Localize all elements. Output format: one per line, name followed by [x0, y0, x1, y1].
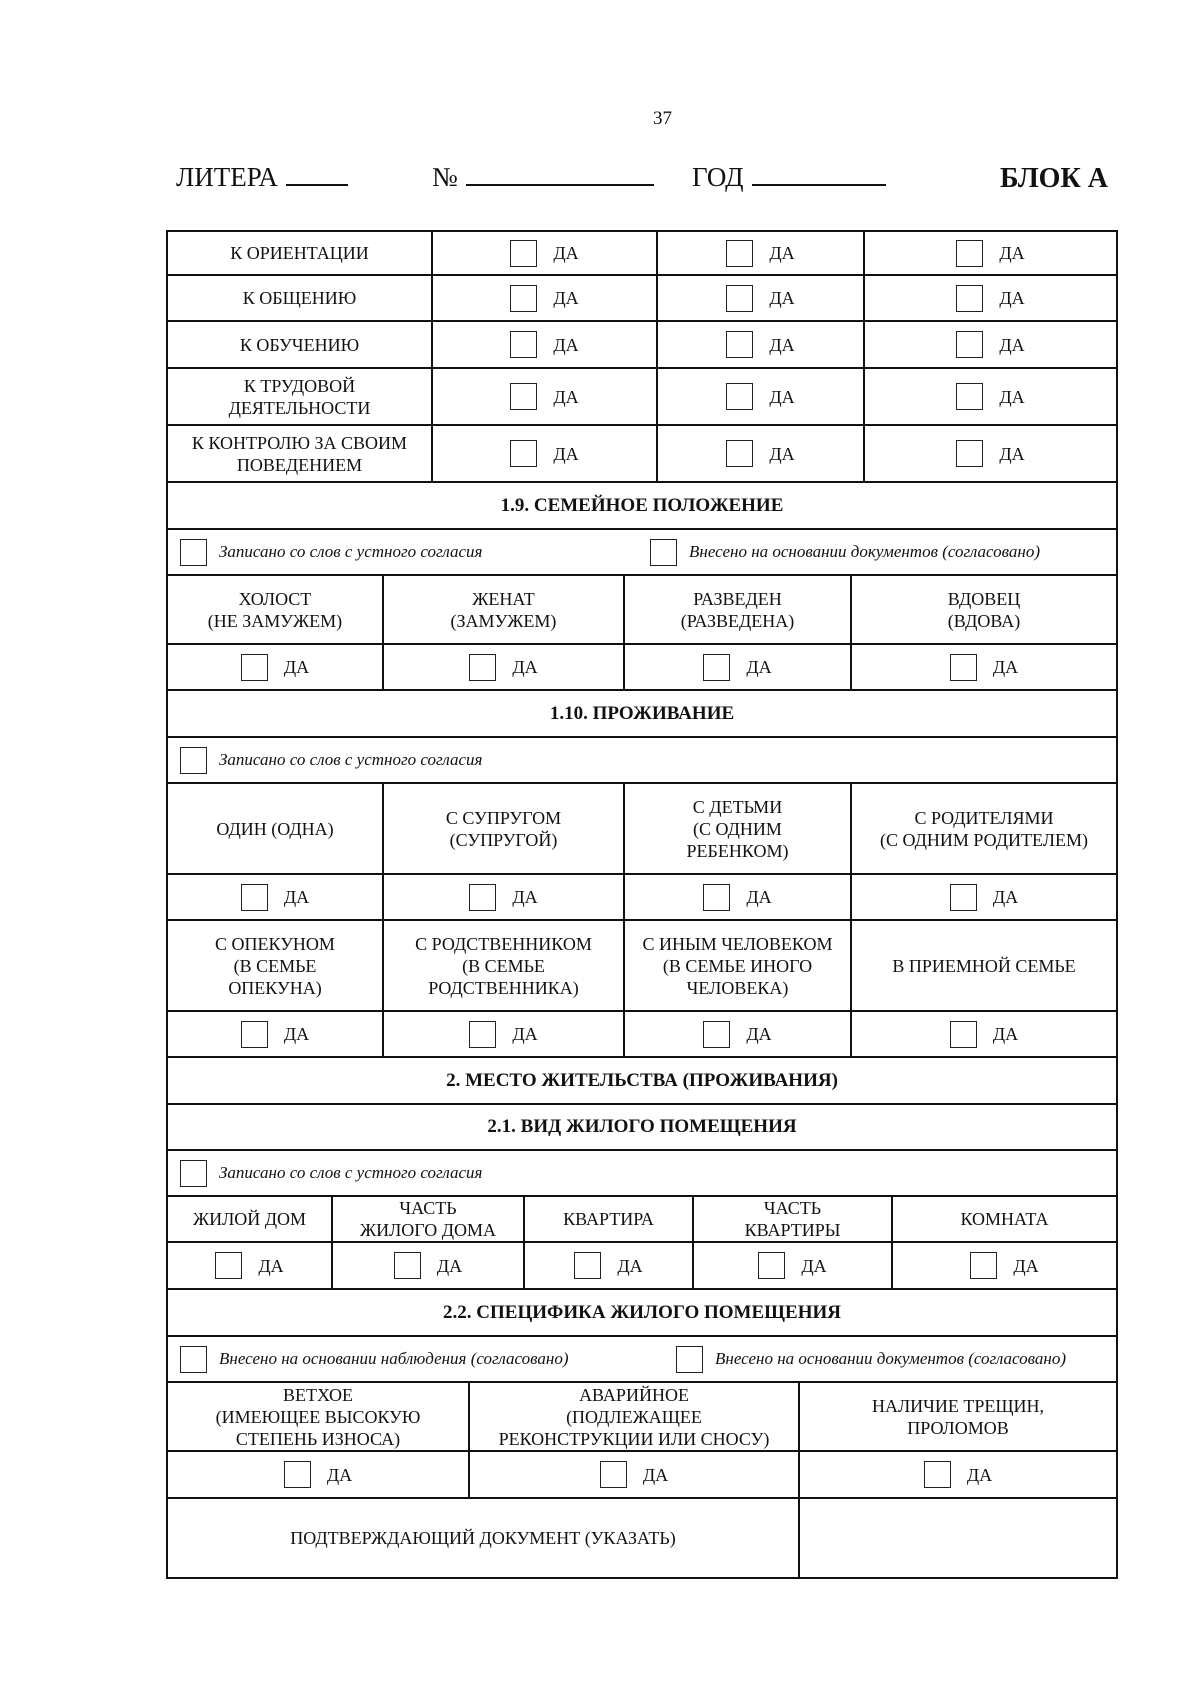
- yes-cell: [658, 276, 865, 320]
- checkbox[interactable]: [924, 1461, 951, 1488]
- yes-cell: [433, 369, 658, 424]
- checkbox[interactable]: [469, 1021, 496, 1048]
- checkbox[interactable]: [241, 884, 268, 911]
- option-label: С ИНЫМ ЧЕЛОВЕКОМ (В СЕМЬЕ ИНОГО ЧЕЛОВЕКА): [625, 921, 852, 1010]
- yes-cell: [384, 875, 625, 919]
- checkbox[interactable]: [469, 884, 496, 911]
- living-options-row: [168, 784, 1116, 875]
- note-oral-consent: Записано со слов с устного согласия: [219, 750, 483, 769]
- checkbox[interactable]: [676, 1346, 703, 1373]
- housing-type-yes-row: [168, 1243, 1116, 1290]
- yes-cell: [852, 875, 1116, 919]
- checkbox[interactable]: [600, 1461, 627, 1488]
- yes-label: ДА: [769, 443, 795, 464]
- checkbox[interactable]: [956, 440, 983, 467]
- checkbox[interactable]: [469, 654, 496, 681]
- note-oral-consent: Записано со слов с устного согласия: [219, 542, 483, 561]
- checkbox[interactable]: [510, 285, 537, 312]
- option-label: С СУПРУГОМ (СУПРУГОЙ): [384, 784, 625, 873]
- document-row: [168, 1499, 1116, 1579]
- ability-row: [168, 232, 1116, 276]
- ability-row: [168, 276, 1116, 322]
- yes-label: ДА: [746, 1024, 772, 1044]
- number-line[interactable]: [466, 162, 654, 186]
- option-label: КВАРТИРА: [525, 1197, 694, 1241]
- yes-label: ДА: [992, 887, 1019, 907]
- section-residence-title: 2. МЕСТО ЖИТЕЛЬСТВА (ПРОЖИВАНИЯ): [168, 1058, 1116, 1105]
- note: [180, 539, 630, 566]
- yes-label: ДА: [746, 657, 772, 677]
- checkbox[interactable]: [726, 285, 753, 312]
- yes-label: ДА: [999, 443, 1025, 464]
- yes-label: ДА: [999, 386, 1025, 407]
- yes-cell: [525, 1243, 694, 1288]
- yes-label: ДА: [769, 334, 795, 355]
- ability-row: [168, 369, 1116, 426]
- litera-field: [176, 162, 348, 193]
- yes-cell: [694, 1243, 893, 1288]
- section-living-title: 1.10. ПРОЖИВАНИЕ: [168, 691, 1116, 738]
- yes-cell: [865, 232, 1116, 274]
- note: [650, 539, 1040, 566]
- checkbox[interactable]: [956, 285, 983, 312]
- option-label: ОДИН (ОДНА): [168, 784, 384, 873]
- yes-label: ДА: [283, 1024, 310, 1044]
- yes-label: ДА: [553, 288, 579, 308]
- yes-cell: [658, 426, 865, 481]
- yes-label: ДА: [553, 443, 579, 464]
- checkbox[interactable]: [180, 1346, 207, 1373]
- number-label: №: [432, 162, 458, 192]
- living-options-row: [168, 921, 1116, 1012]
- housing-specifics-notes: [168, 1337, 1116, 1383]
- option-label: В ПРИЕМНОЙ СЕМЬЕ: [892, 955, 1076, 976]
- checkbox[interactable]: [726, 331, 753, 358]
- block-label: БЛОК А: [1000, 163, 1108, 194]
- section-family-title: 1.9. СЕМЕЙНОЕ ПОЛОЖЕНИЕ: [168, 483, 1116, 530]
- yes-cell: [168, 875, 384, 919]
- yes-cell: [800, 1452, 1116, 1497]
- yes-cell: [625, 1012, 852, 1056]
- option-label: ЧАСТЬ ЖИЛОГО ДОМА: [333, 1197, 525, 1241]
- yes-label: ДА: [769, 288, 795, 308]
- yes-label: ДА: [999, 334, 1025, 355]
- document-label: ПОДТВЕРЖДАЮЩИЙ ДОКУМЕНТ (УКАЗАТЬ): [168, 1499, 800, 1577]
- note-documents: Внесено на основании документов (согласовано): [715, 1349, 1066, 1368]
- checkbox[interactable]: [703, 884, 730, 911]
- living-yes-row: [168, 1012, 1116, 1058]
- yes-cell: [433, 232, 658, 274]
- yes-label: ДА: [553, 334, 579, 355]
- yes-label: ДА: [617, 1255, 643, 1276]
- option-label: ЖЕНАТ (ЗАМУЖЕМ): [384, 576, 625, 643]
- checkbox[interactable]: [241, 1021, 268, 1048]
- yes-cell: [658, 322, 865, 367]
- option-label: КОМНАТА: [960, 1209, 1049, 1229]
- checkbox[interactable]: [180, 539, 207, 566]
- checkbox[interactable]: [180, 747, 207, 774]
- yes-cell: [168, 1452, 470, 1497]
- option-label: ЖИЛОЙ ДОМ: [168, 1197, 333, 1241]
- litera-label: ЛИТЕРА: [176, 162, 278, 192]
- checkbox[interactable]: [510, 383, 537, 410]
- note: [676, 1346, 1066, 1373]
- housing-specifics-yes-row: [168, 1452, 1116, 1499]
- ability-row: [168, 426, 1116, 483]
- yes-label: ДА: [1013, 1255, 1039, 1276]
- checkbox[interactable]: [950, 1021, 977, 1048]
- note: [180, 1160, 482, 1187]
- yes-label: ДА: [966, 1464, 993, 1485]
- note: [180, 1346, 656, 1373]
- checkbox[interactable]: [726, 240, 753, 267]
- ability-label: К ОБЩЕНИЮ: [168, 276, 433, 320]
- checkbox[interactable]: [284, 1461, 311, 1488]
- ability-row: [168, 322, 1116, 369]
- number-field: [432, 162, 654, 193]
- yes-cell: [865, 276, 1116, 320]
- option-label: НАЛИЧИЕ ТРЕЩИН, ПРОЛОМОВ: [871, 1395, 1045, 1438]
- option-label: ЧАСТЬ КВАРТИРЫ: [694, 1197, 893, 1241]
- yes-label: ДА: [769, 243, 795, 263]
- housing-type-options-row: [168, 1197, 1116, 1243]
- yes-cell: [852, 1012, 1116, 1056]
- option-label: С ДЕТЬМИ (С ОДНИМ РЕБЕНКОМ): [625, 784, 852, 873]
- yes-label: ДА: [283, 887, 310, 907]
- housing-specifics-options-row: [168, 1383, 1116, 1452]
- yes-cell: [384, 645, 625, 689]
- section-housing-specifics-title: 2.2. СПЕЦИФИКА ЖИЛОГО ПОМЕЩЕНИЯ: [168, 1290, 1116, 1337]
- ability-label: К ОБУЧЕНИЮ: [168, 322, 433, 367]
- option-label: ХОЛОСТ (НЕ ЗАМУЖЕМ): [168, 576, 384, 643]
- yes-cell: [865, 369, 1116, 424]
- note-documents: Внесено на основании документов (согласовано): [689, 542, 1040, 561]
- checkbox[interactable]: [956, 240, 983, 267]
- checkbox[interactable]: [394, 1252, 421, 1279]
- yes-cell: [893, 1243, 1116, 1288]
- yes-cell: [433, 426, 658, 481]
- yes-label: ДА: [642, 1464, 669, 1485]
- yes-label: ДА: [436, 1255, 463, 1276]
- yes-label: ДА: [512, 657, 538, 677]
- yes-cell: [470, 1452, 800, 1497]
- yes-cell: [658, 232, 865, 274]
- option-label: С РОДСТВЕННИКОМ (В СЕМЬЕ РОДСТВЕННИКА): [384, 921, 625, 1010]
- yes-cell: [168, 1012, 384, 1056]
- yes-cell: [384, 1012, 625, 1056]
- yes-label: ДА: [999, 243, 1025, 263]
- yes-label: ДА: [553, 243, 579, 263]
- yes-label: ДА: [769, 386, 795, 407]
- living-notes: [168, 738, 1116, 784]
- yes-label: ДА: [801, 1255, 827, 1276]
- ability-label: К ТРУДОВОЙ ДЕЯТЕЛЬНОСТИ: [168, 369, 433, 424]
- note-observation: Внесено на основании наблюдения (согласовано): [219, 1349, 569, 1368]
- note: [180, 747, 482, 774]
- checkbox[interactable]: [726, 440, 753, 467]
- page-number: 37: [653, 108, 672, 129]
- yes-cell: [865, 322, 1116, 367]
- checkbox[interactable]: [574, 1252, 601, 1279]
- checkbox[interactable]: [950, 884, 977, 911]
- option-label: ВДОВЕЦ (ВДОВА): [947, 588, 1021, 631]
- living-yes-row: [168, 875, 1116, 921]
- yes-label: ДА: [283, 657, 310, 677]
- section-housing-type-title: 2.1. ВИД ЖИЛОГО ПОМЕЩЕНИЯ: [168, 1105, 1116, 1151]
- checkbox[interactable]: [180, 1160, 207, 1187]
- family-yes-row: [168, 645, 1116, 691]
- checkbox[interactable]: [510, 331, 537, 358]
- yes-cell: [625, 645, 852, 689]
- yes-cell: [865, 426, 1116, 481]
- option-label: ВЕТХОЕ (ИМЕЮЩЕЕ ВЫСОКУЮ СТЕПЕНЬ ИЗНОСА): [168, 1383, 470, 1450]
- yes-cell: [168, 1243, 333, 1288]
- checkbox[interactable]: [510, 240, 537, 267]
- checkbox[interactable]: [758, 1252, 785, 1279]
- family-notes: [168, 530, 1116, 576]
- litera-line[interactable]: [286, 162, 348, 186]
- checkbox[interactable]: [650, 539, 677, 566]
- yes-cell: [625, 875, 852, 919]
- yes-label: ДА: [992, 1024, 1019, 1044]
- option-label: АВАРИЙНОЕ (ПОДЛЕЖАЩЕЕ РЕКОНСТРУКЦИИ ИЛИ СНОСУ): [470, 1383, 800, 1450]
- checkbox[interactable]: [215, 1252, 242, 1279]
- ability-label: К КОНТРОЛЮ ЗА СВОИМ ПОВЕДЕНИЕМ: [168, 426, 433, 481]
- checkbox[interactable]: [726, 383, 753, 410]
- year-field: [692, 162, 886, 193]
- checkbox[interactable]: [703, 654, 730, 681]
- family-options-row: [168, 576, 1116, 645]
- yes-cell: [433, 322, 658, 367]
- year-line[interactable]: [752, 162, 886, 186]
- yes-cell: [852, 645, 1116, 689]
- year-label: ГОД: [692, 162, 744, 192]
- form-table: [166, 230, 1118, 1579]
- checkbox[interactable]: [510, 440, 537, 467]
- yes-cell: [168, 645, 384, 689]
- checkbox[interactable]: [970, 1252, 997, 1279]
- option-label: С РОДИТЕЛЯМИ (С ОДНИМ РОДИТЕЛЕМ): [880, 807, 1088, 850]
- note-oral-consent: Записано со слов с устного согласия: [219, 1163, 483, 1182]
- yes-cell: [433, 276, 658, 320]
- yes-label: ДА: [553, 386, 579, 407]
- document-input[interactable]: [800, 1499, 1116, 1577]
- option-label: С ОПЕКУНОМ (В СЕМЬЕ ОПЕКУНА): [168, 921, 384, 1010]
- checkbox[interactable]: [703, 1021, 730, 1048]
- yes-label: ДА: [992, 657, 1019, 677]
- yes-label: ДА: [326, 1464, 353, 1485]
- yes-label: ДА: [999, 288, 1025, 308]
- checkbox[interactable]: [956, 383, 983, 410]
- yes-cell: [658, 369, 865, 424]
- yes-label: ДА: [258, 1255, 284, 1276]
- checkbox[interactable]: [950, 654, 977, 681]
- yes-label: ДА: [512, 887, 538, 907]
- option-label: РАЗВЕДЕН (РАЗВЕДЕНА): [625, 576, 852, 643]
- housing-type-notes: [168, 1151, 1116, 1197]
- checkbox[interactable]: [241, 654, 268, 681]
- yes-label: ДА: [746, 887, 772, 907]
- checkbox[interactable]: [956, 331, 983, 358]
- yes-label: ДА: [512, 1024, 538, 1044]
- ability-label: К ОРИЕНТАЦИИ: [168, 232, 433, 274]
- yes-cell: [333, 1243, 525, 1288]
